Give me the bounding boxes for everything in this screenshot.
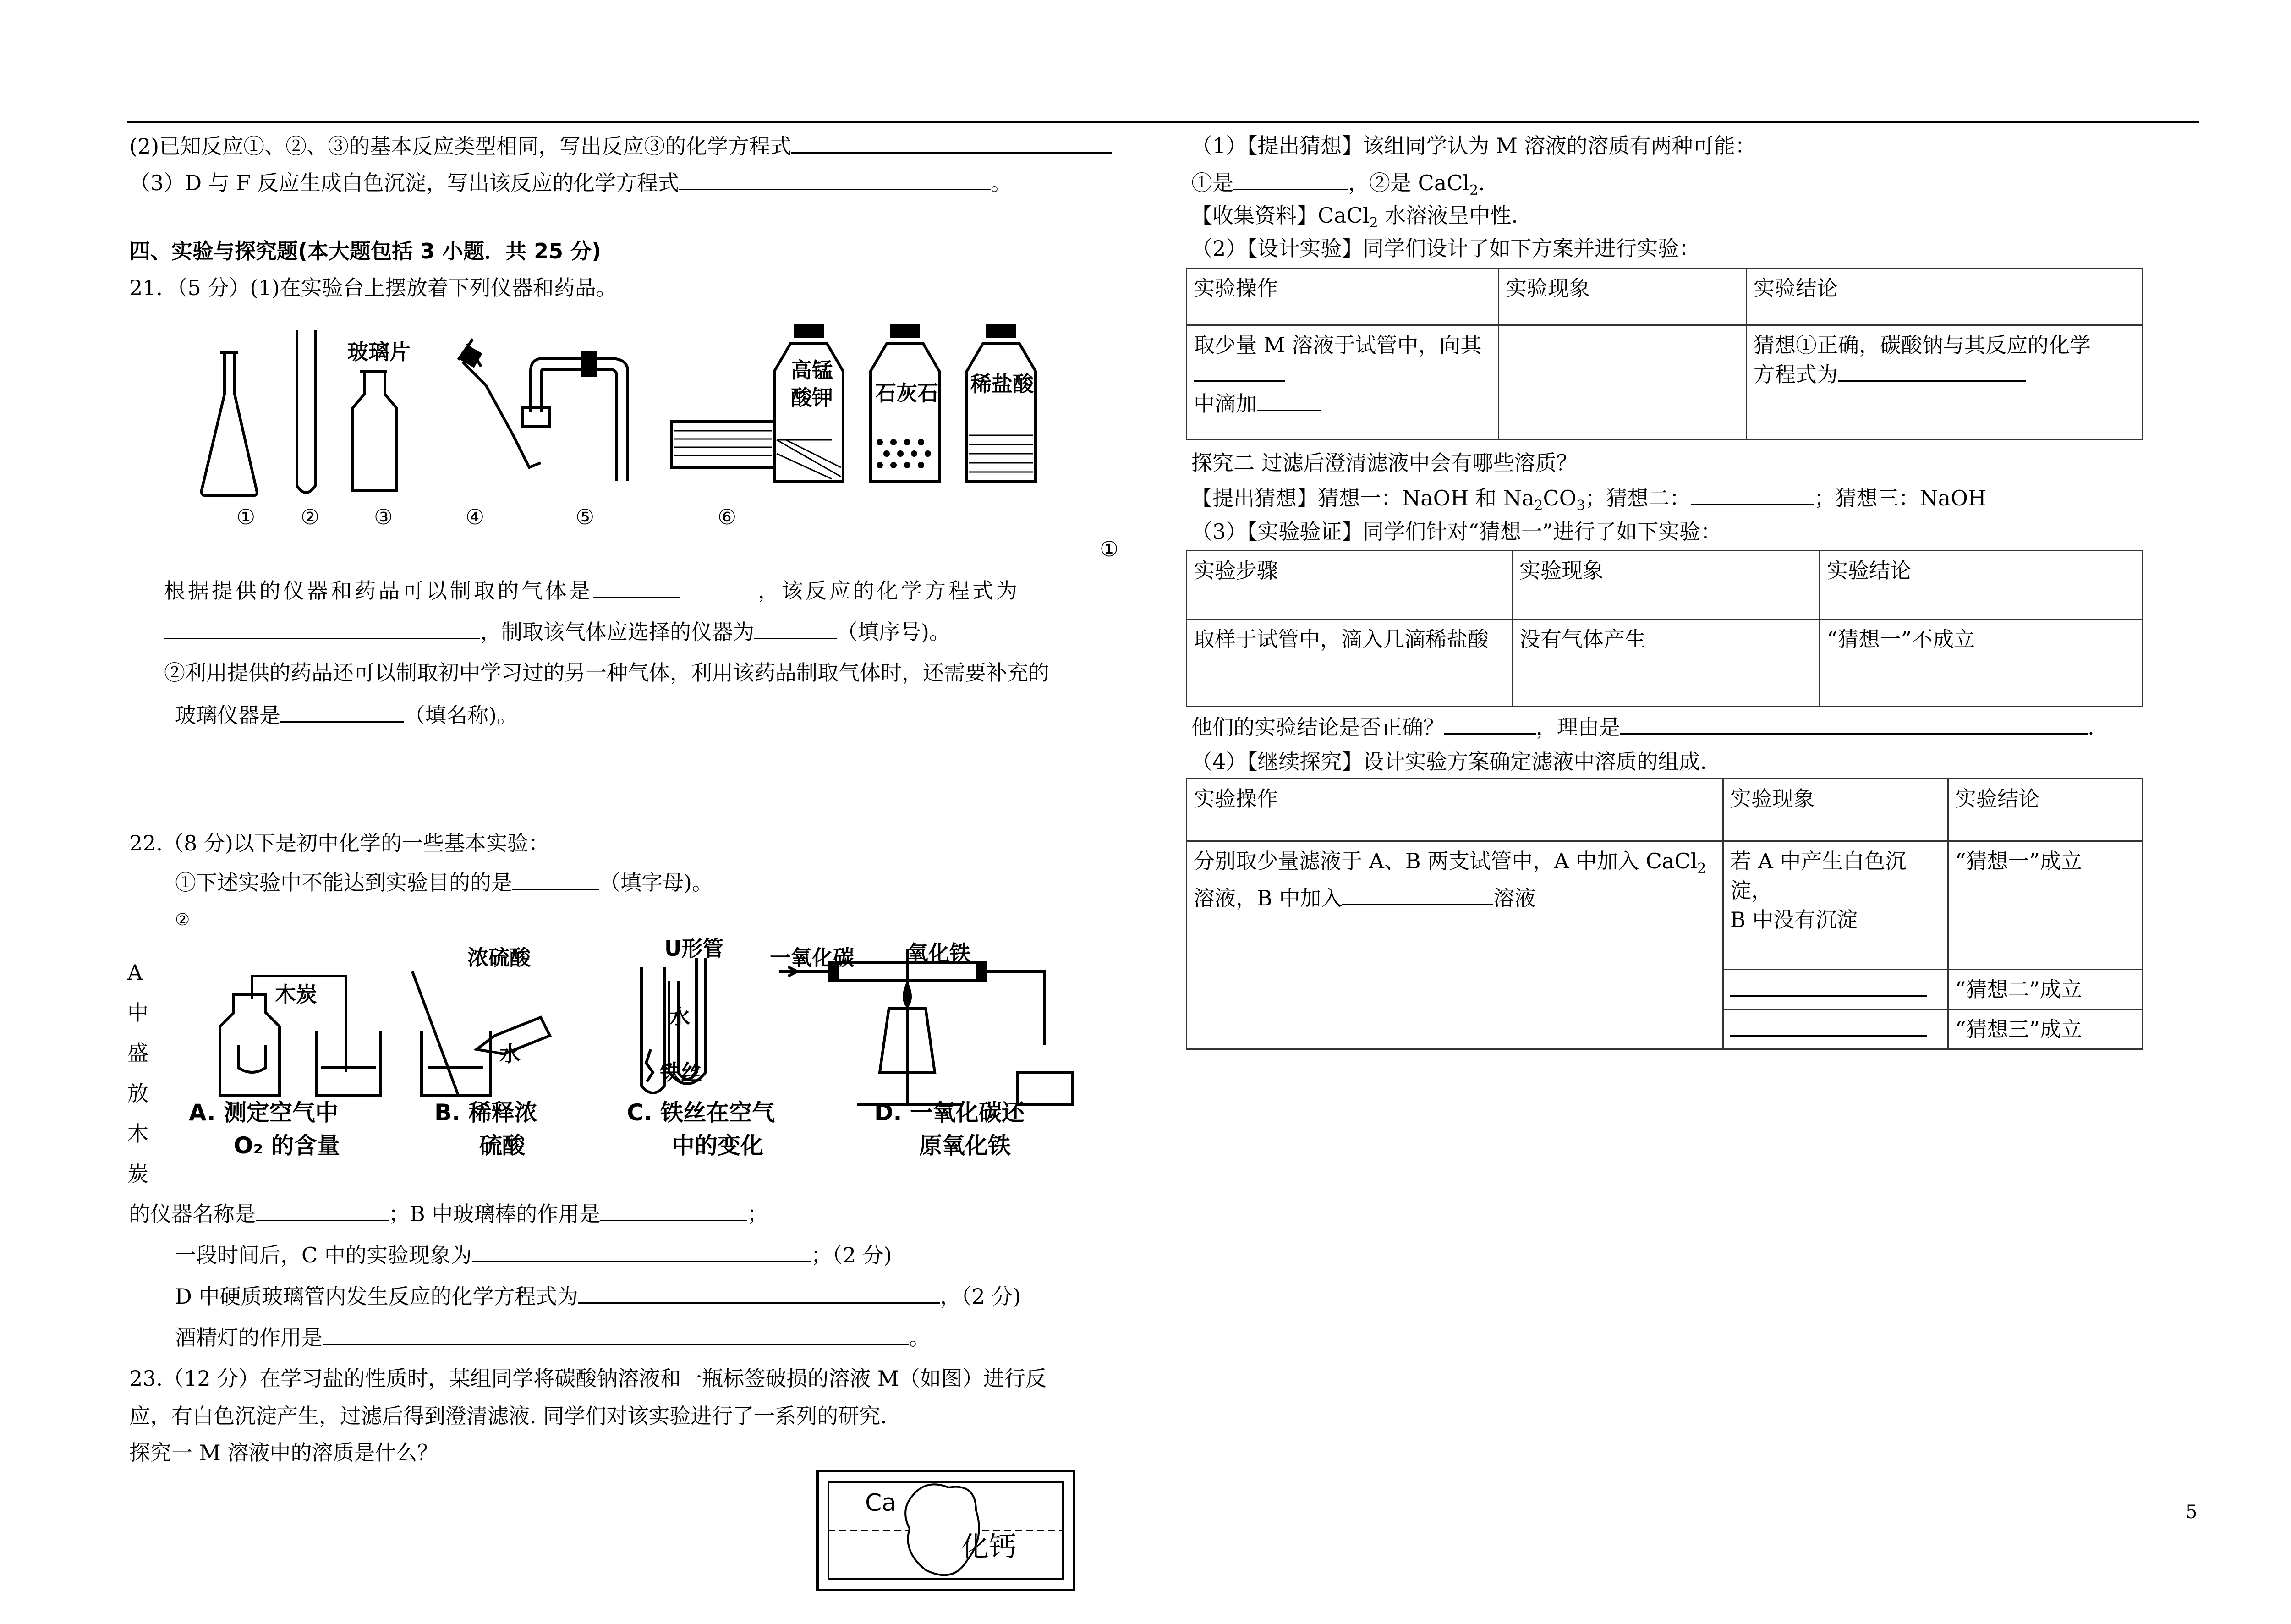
t1-obs-cell (1499, 325, 1747, 440)
q22-vertical-3: 盛 (127, 1041, 148, 1065)
q21-label-2: ② (301, 505, 320, 529)
t1-header-op: 实验操作 (1187, 269, 1499, 325)
top-rule (127, 121, 2199, 123)
r-line-6: 【提出猜想】猜想一：NaOH 和 $Na_2CO_3$；猜想二： ；猜想三：NaOH (1191, 484, 1986, 520)
q21-label-4: ④ (466, 505, 485, 529)
q22-figC-utube-label: U形管 (664, 936, 724, 961)
t1-res-cell: 猜想①正确，碳酸钠与其反应的化学 方程式为 (1747, 325, 2143, 440)
t3-obs-cell-2 (1723, 970, 1948, 1010)
label-gai-text: 化钙 (961, 1531, 1016, 1563)
q22-vertical-5: 木 (127, 1121, 148, 1146)
label-ca-text: Ca (865, 1489, 897, 1517)
table-continue-explore (1186, 778, 2143, 1050)
q22-caption-D-2: 原氧化铁 (919, 1132, 1011, 1159)
q22-vertical-2: 中 (127, 1000, 148, 1025)
q22-caption-B-2: 硫酸 (479, 1132, 525, 1159)
q22-line-1: ①下述实验中不能达到实验目的的是 （填字母)。 (175, 868, 713, 896)
r-line-7: （3）【实验验证】同学们针对“猜想一”进行了如下实验： (1191, 519, 1722, 544)
q22-line-4: D 中硬质玻璃管内发生反应的化学方程式为 ，（2 分) (175, 1282, 1021, 1310)
q22-vertical-4: 放 (127, 1081, 148, 1106)
t3-obs-cell-3 (1723, 1010, 1948, 1049)
bottle-label-kmno4-2: 酸钾 (791, 385, 833, 410)
t3-obs-cell-1: 若 A 中产生白色沉淀， B 中没有沉淀 (1723, 841, 1948, 970)
q23-line-2: 应，有白色沉淀产生，过滤后得到澄清滤液. 同学们对该实验进行了一系列的研究. (129, 1404, 887, 1428)
bottle-label-kmno4-1: 高锰 (791, 358, 833, 383)
t3-header-op: 实验操作 (1187, 779, 1723, 841)
q22-line-2: 的仪器名称是 ；B 中玻璃棒的作用是 ； (129, 1200, 768, 1228)
r-line-3: 【收集资料】CaCl$_2$ 水溶液呈中性. (1191, 203, 1518, 231)
q21-glass-label: 玻璃片 (347, 340, 411, 364)
r-line-1: （1）【提出猜想】该组同学认为 M 溶液的溶质有两种可能： (1191, 133, 1756, 158)
t2-obs-cell: 没有气体产生 (1513, 620, 1820, 707)
q21-line-1: 根据提供的仪器和药品可以制取的气体是 ，该反应的化学方程式为 (164, 576, 1020, 604)
q21-line-4: 玻璃仪器是 （填名称)。 (175, 701, 518, 729)
q21-label-3: ③ (374, 505, 393, 529)
q22-figA-charcoal-label: 木炭 (275, 982, 317, 1007)
q21-heading: 21．（5 分）(1)在实验台上摆放着下列仪器和药品。 (129, 275, 617, 300)
q22-line-5: 酒精灯的作用是 。 (175, 1323, 930, 1351)
t3-op-cell: 分别取少量滤液于 A、B 两支试管中，A 中加入 CaCl$_2$ 溶液，B 中加入 溶液 (1187, 841, 1723, 1049)
q21-label-1: ① (236, 505, 256, 529)
damaged-label-figure (816, 1469, 1081, 1607)
q21-label-5: ⑤ (575, 505, 595, 529)
q22-caption-C-1: C. 铁丝在空气 (627, 1099, 775, 1126)
q22-small-mark: ② (175, 911, 190, 929)
bottle-label-hcl: 稀盐酸 (970, 372, 1034, 396)
r-line-4: （2）【设计实验】同学们设计了如下方案并进行实验： (1191, 236, 1700, 261)
q20-part3: （3）D 与 F 反应生成白色沉淀，写出该反应的化学方程式 。 (129, 169, 1012, 197)
r-line-8: 他们的实验结论是否正确？ ，理由是 . (1191, 713, 2094, 741)
t2-header-obs: 实验现象 (1513, 551, 1820, 620)
t2-res-cell: “猜想一”不成立 (1820, 620, 2143, 707)
q22-figC-water-label: 水 (669, 1005, 690, 1030)
q23-line-1: 23.（12 分）在学习盐的性质时，某组同学将碳酸钠溶液和一瓶标签破损的溶液 M（如图）进行反 (129, 1366, 1047, 1391)
t1-header-res: 实验结论 (1747, 269, 2143, 325)
q22-figB-acid-label: 浓硫酸 (467, 945, 531, 970)
t1-header-obs: 实验现象 (1499, 269, 1747, 325)
q21-line-3: ②利用提供的药品还可以制取初中学习过的另一种气体，利用该药品制取气体时，还需要补充的 (164, 660, 1049, 685)
t2-header-step: 实验步骤 (1187, 551, 1513, 620)
section-4-heading: 四、实验与探究题(本大题包括 3 小题．共 25 分) (129, 239, 602, 263)
q21-apparatus-figure (192, 316, 1086, 554)
t1-op-cell: 取少量 M 溶液于试管中，向其 中滴加 (1187, 325, 1499, 440)
r-line-2: ①是 ，②是 CaCl$_2$. (1191, 169, 1485, 204)
q22-vertical-1: A (127, 960, 143, 985)
q22-vertical-6: 炭 (127, 1162, 148, 1186)
r-line-5: 探究二 过滤后澄清滤液中会有哪些溶质？ (1191, 450, 1578, 475)
q22-figC-wire-label: 铁丝 (660, 1060, 702, 1085)
table-verify-guess-one (1186, 550, 2143, 707)
q21-line-2: ，制取该气体应选择的仪器为 （填序号)。 (164, 618, 950, 646)
q21-label-6: ⑥ (718, 505, 737, 529)
r-line-9: （4）【继续探究】设计实验方案确定滤液中溶质的组成. (1191, 749, 1707, 774)
t3-res-cell-2: “猜想二”成立 (1948, 970, 2143, 1010)
q22-figB-water-label: 水 (499, 1042, 521, 1066)
q22-caption-B-1: B. 稀释浓 (434, 1099, 537, 1126)
q22-caption-A-1: A. 测定空气中 (189, 1099, 339, 1126)
t2-step-cell: 取样于试管中，滴入几滴稀盐酸 (1187, 620, 1513, 707)
bottle-label-limestone: 石灰石 (875, 381, 938, 406)
table-design-experiment (1186, 268, 2143, 440)
q20-part2: (2)已知反应①、②、③的基本反应类型相同，写出反应③的化学方程式 (129, 132, 1112, 160)
t3-header-res: 实验结论 (1948, 779, 2143, 841)
t3-header-obs: 实验现象 (1723, 779, 1948, 841)
q23-line-3: 探究一 M 溶液中的溶质是什么？ (129, 1440, 438, 1465)
q22-heading: 22.（8 分)以下是初中化学的一些基本实验： (129, 831, 549, 856)
q21-subpart-1: ① (1100, 537, 1119, 561)
q22-caption-A-2: O₂ 的含量 (234, 1132, 340, 1159)
q22-figD-fe-label: 氧化铁 (907, 941, 970, 966)
t2-header-res: 实验结论 (1820, 551, 2143, 620)
page-number: 5 (2186, 1502, 2198, 1523)
t3-res-cell-1: “猜想一”成立 (1948, 841, 2143, 970)
t3-res-cell-3: “猜想三”成立 (1948, 1010, 2143, 1049)
q22-line-3: 一段时间后，C 中的实验现象为 ；（2 分) (175, 1241, 892, 1269)
q22-figD-co-label: 一氧化碳 (770, 945, 854, 970)
q22-caption-C-2: 中的变化 (672, 1132, 763, 1159)
q22-caption-D-1: D. 一氧化碳还 (874, 1099, 1025, 1126)
